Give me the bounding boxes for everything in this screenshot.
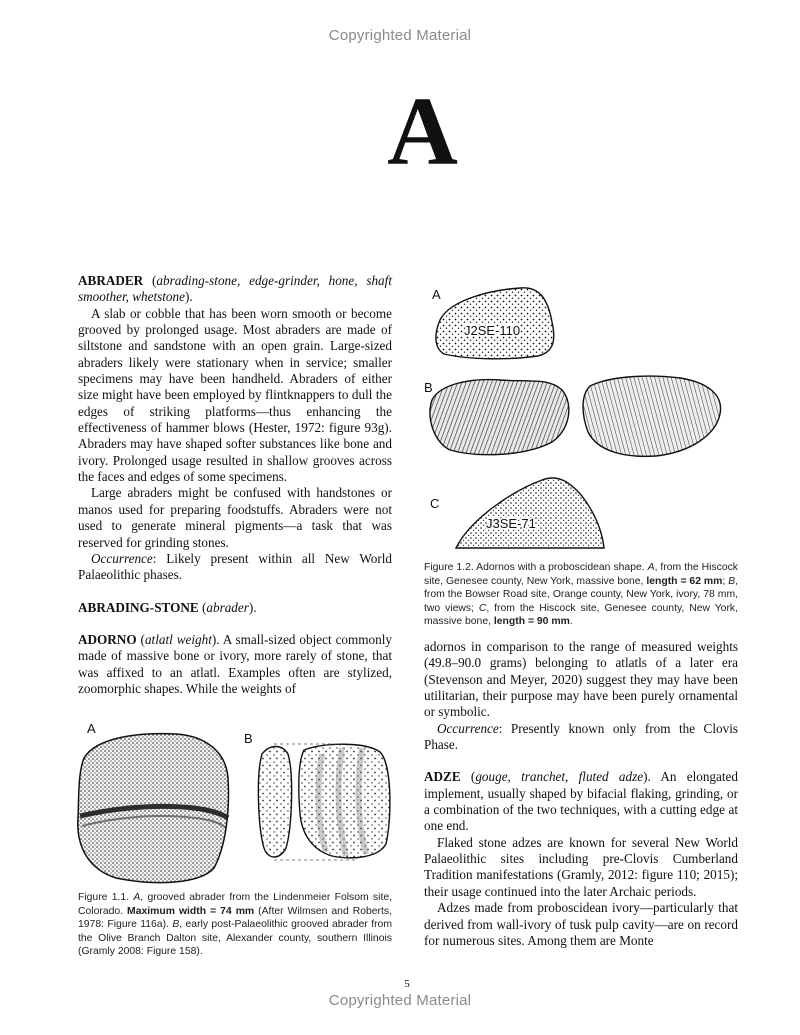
abrader-paragraph-2: Large abraders might be confused with handstones or manos used for preparing foodstuffs. Abraders were not used to generate mineral pigments—a task that was reserved for grinding stones. bbox=[78, 485, 392, 550]
adze-paragraph-2: Flaked stone adzes are known for several New World Palaeolithic sites including pre-Clovis Cumberland Tradition manifestations (Gramly, 2012: figure 110; 2015); their usage continued into the later Archaic periods. bbox=[424, 834, 738, 899]
figure-1-2-caption bbox=[424, 561, 738, 629]
fig12-label-b: B bbox=[424, 380, 433, 395]
adorno-c-specimen-label: J3SE-71 bbox=[486, 516, 536, 531]
figure-1-2-drawing bbox=[430, 282, 740, 557]
figure-1-1-caption bbox=[78, 891, 392, 959]
section-letter: A bbox=[387, 78, 458, 186]
abrader-definition: A slab or cobble that has been worn smooth or become grooved by prolonged usage. Most abraders are made of siltstone and sandstone with an open grain. Large-sized abraders likely were stationary when in service; smaller specimens may have been handheld. Abraders of either size might have been employed by flintknappers to dull the edges of striking platforms—thus enhancing the effectiveness of hammer blows (Hester, 1972: figure 93g). Abraders may have shaped softer substances like bone and ivory. Prolonged usage resulted in shallow grooves across the faces and edges of some specimens. bbox=[78, 305, 392, 485]
adorno-definition-continued: adornos in comparison to the range of measured weights (49.8–90.0 grams) belonging to atlatls of a later era (Stevenson and Meyer, 2020) suggest they may have been utilitarian, their purpose may have been purely ornamental or symbolic. bbox=[424, 639, 738, 720]
entry-adze-heading: ADZE (gouge, tranchet, fluted adze). An elongated implement, usually shaped by bifacial flaking, grinding, or a combination of the two techniques, with a cutting edge at one end. bbox=[424, 769, 738, 834]
fig11-caption-b-text: , early post-Palaeolithic grooved abrader from the Olive Branch Dalton site, Alexander county, southern Illinois (Gramly 2008: Figure 158). bbox=[78, 919, 392, 958]
fig11-caption-a-text: , grooved abrader from the Lindenmeier Folsom site, Colorado. bbox=[78, 892, 392, 917]
fig12-caption-end: . bbox=[569, 616, 573, 628]
entry-abrading-stone: ABRADING-STONE (abrader). bbox=[78, 599, 257, 615]
fig12-label-a: A bbox=[432, 287, 441, 302]
fig11-caption-a-source: (After Wilmsen and Roberts, 1978: Figure 116a). bbox=[78, 905, 392, 931]
adorno-definition-start: . A small-sized object commonly made of massive bone or ivory, more rarely of stone, that was affixed to an atlatl. Examples often are stylized, zoomorphic shapes. While the weights of bbox=[78, 631, 392, 696]
fig11-caption-b-label: B bbox=[172, 919, 180, 931]
adze-definition: . An elongated implement, usually shaped by bifacial flaking, grinding, or a combination of the two techniques, with a cutting edge at one end. bbox=[424, 769, 738, 834]
adorno-a-specimen-label: J2SE-110 bbox=[464, 323, 521, 338]
term-adorno: ADORNO bbox=[78, 631, 137, 647]
term-abrading-stone: ABRADING-STONE bbox=[78, 599, 199, 615]
synonyms-adze: gouge, tranchet, fluted adze bbox=[475, 769, 644, 785]
adze-paragraph-3: Adzes made from proboscidean ivory—particularly that derived from wall-ivory of tusk pulp cavity—are on record for numerous sites. Among them are Monte bbox=[424, 900, 738, 948]
fig12-caption-sep: ; bbox=[722, 575, 729, 587]
fig12-caption-b-text: , from the Bowser Road site, Orange county, New York, ivory, 78 mm, two views; bbox=[424, 575, 739, 614]
fig12-caption-a-length: length = 62 mm bbox=[646, 575, 723, 587]
page-number: 5 bbox=[404, 978, 410, 990]
adorno-c-outline bbox=[456, 478, 604, 548]
figure-1-1-drawing bbox=[76, 718, 396, 886]
fig12-caption-a-label: A bbox=[647, 562, 655, 573]
entry-abrader-heading: ABRADER (abrading-stone, edge-grinder, hone, shaft smoother, whetstone). bbox=[78, 273, 392, 305]
synonyms-abrader: abrading-stone, edge-grinder, hone, shaft smoother, whetstone bbox=[78, 273, 392, 305]
fig11-caption-a-width: Maximum width = 74 mm bbox=[127, 905, 255, 917]
occurrence-label: Occurrence bbox=[437, 720, 499, 736]
left-column-text bbox=[78, 273, 392, 697]
fig12-caption-c-length: length = 90 mm bbox=[493, 616, 570, 628]
adorno-occurrence bbox=[424, 721, 738, 754]
fig11-label-a: A bbox=[87, 721, 96, 736]
adorno-b-view-2 bbox=[583, 376, 721, 456]
term-adze: ADZE bbox=[424, 769, 461, 785]
fig12-caption-lead: Figure 1.2. Adornos with a proboscidean shape. bbox=[424, 562, 648, 573]
occurrence-text: : Presently known only from the Clovis Phase. bbox=[424, 720, 738, 753]
fig11-label-b: B bbox=[244, 731, 253, 746]
copyright-banner-bottom: Copyrighted Material bbox=[328, 992, 472, 1009]
synonyms-adorno: atlatl weight bbox=[144, 631, 212, 647]
fig11-caption-lead: Figure 1.1. bbox=[78, 892, 134, 903]
abrader-b-side-view bbox=[258, 747, 291, 858]
copyright-banner-top: Copyrighted Material bbox=[328, 27, 472, 44]
synonyms-abrading-stone: abrader bbox=[206, 599, 249, 615]
entry-adorno: ADORNO (atlatl weight). A small-sized object commonly made of massive bone or ivory, more rarely of stone, that was affixed to an atlatl. Examples often are stylized, zoomorphic shapes. While the weights of bbox=[78, 631, 392, 696]
fig11-caption-a-label: A bbox=[133, 892, 141, 903]
abrader-occurrence bbox=[78, 551, 392, 584]
fig12-caption-a-text: , from the Hiscock site, Genesee county, New York, massive bone, bbox=[424, 562, 738, 587]
occurrence-label: Occurrence bbox=[91, 550, 153, 566]
term-abrader: ABRADER bbox=[78, 273, 144, 288]
fig12-caption-c-label: C bbox=[478, 602, 487, 614]
occurrence-text: : Likely present within all New World Palaeolithic phases. bbox=[78, 550, 392, 583]
fig12-caption-b-label: B bbox=[728, 575, 736, 587]
fig12-label-c: C bbox=[430, 496, 440, 511]
right-column-text bbox=[424, 639, 738, 949]
fig12-caption-c-text: , from the Hiscock site, Genesee county, New York, massive bone, bbox=[424, 602, 738, 628]
adorno-b-view-1 bbox=[430, 380, 569, 455]
